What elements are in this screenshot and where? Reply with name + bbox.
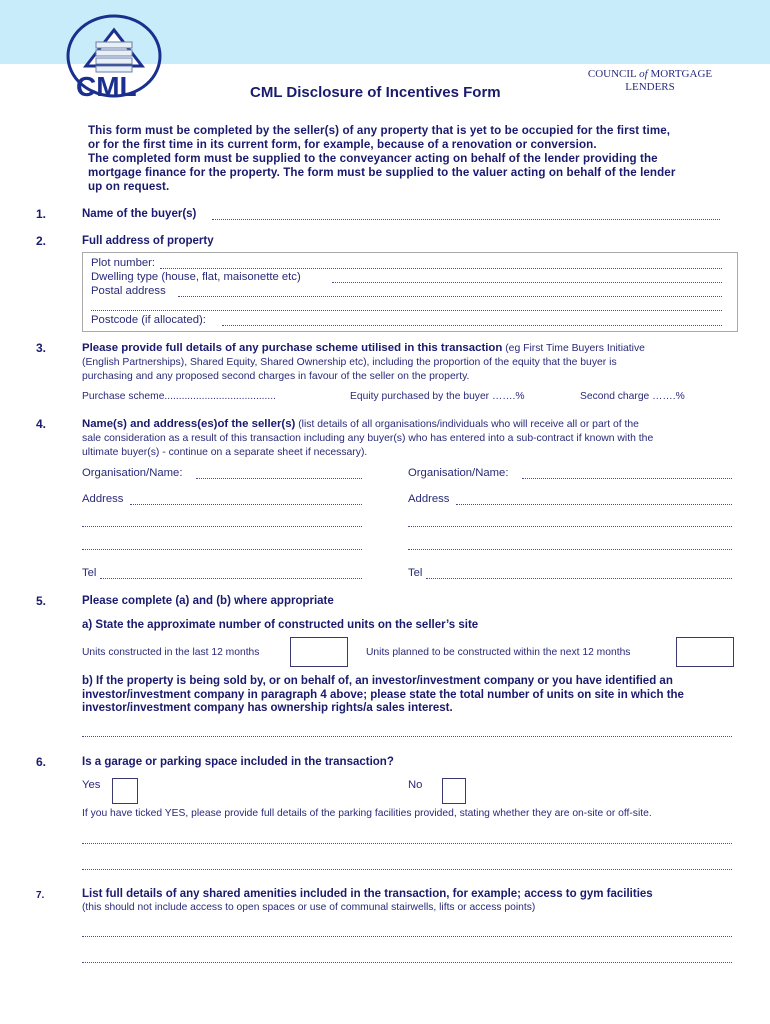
council-of-mortgage-lenders <box>560 68 740 94</box>
plot-number-label: Plot number: <box>91 257 156 269</box>
intro-text <box>88 124 738 194</box>
q3-text-line: (eg First Time Buyers Initiative <box>502 343 645 354</box>
q5-label: Please complete (a) and (b) where appropriate <box>82 595 334 607</box>
seller1-tel-label: Tel <box>82 567 97 579</box>
q4-text-line: ultimate buyer(s) - continue on a separate sheet if necessary). <box>82 447 368 458</box>
seller1-tel-field[interactable] <box>100 578 362 579</box>
seller2-address-label: Address <box>408 493 450 505</box>
q7-number: 7. <box>36 890 45 901</box>
q2-label: Full address of property <box>82 235 214 247</box>
intro-line: The completed form must be supplied to the conveyancer acting on behalf of the lender providing the <box>88 152 658 165</box>
units-last-12-label: Units constructed in the last 12 months <box>82 647 260 658</box>
seller2-tel-field[interactable] <box>426 578 732 579</box>
no-checkbox[interactable] <box>442 778 466 804</box>
q5a-label: a) State the approximate number of constructed units on the seller’s site <box>82 619 479 631</box>
q5-number: 5. <box>36 594 47 608</box>
seller1-address-label: Address <box>82 493 124 505</box>
q5b-line: b) If the property is being sold by, or on behalf of, an investor/investment company or you have identified an <box>82 675 673 687</box>
q3-label: Please provide full details of any purchase scheme utilised in this transaction <box>82 342 503 354</box>
yes-label: Yes <box>82 779 101 791</box>
seller1-address-field-3[interactable] <box>82 549 362 550</box>
seller1-org-field[interactable] <box>196 478 362 479</box>
intro-line: This form must be completed by the seller(s) of any property that is yet to be occupied for the first time, <box>88 124 671 137</box>
seller1-org-label: Organisation/Name: <box>82 467 183 479</box>
investor-units-field[interactable] <box>82 736 732 737</box>
q3-text-line: (English Partnerships), Shared Equity, Shared Ownership etc), including the proportion of the equity that the buyer is <box>82 357 617 368</box>
intro-line: mortgage finance for the property. The form must be supplied to the valuer acting on behalf of the lender <box>88 166 676 179</box>
q5b-text <box>82 675 684 716</box>
seller2-address-field[interactable] <box>456 504 732 505</box>
q6-label: Is a garage or parking space included in the transaction? <box>82 756 394 768</box>
seller2-org-field[interactable] <box>522 478 732 479</box>
equity-purchased-field[interactable]: Equity purchased by the buyer …….% <box>350 391 525 402</box>
form-title: CML Disclosure of Incentives Form <box>250 84 501 101</box>
intro-line: up on request. <box>88 180 170 193</box>
intro-line: or for the first time in its current form, for example, because of a renovation or conversion. <box>88 138 597 151</box>
postal-address-field-2[interactable] <box>91 310 722 311</box>
q6-number: 6. <box>36 755 47 769</box>
logo-text: CML <box>76 71 137 102</box>
council-word: COUNCIL <box>587 68 637 80</box>
council-of-word: of <box>639 68 648 80</box>
units-next-12-box[interactable] <box>676 637 734 667</box>
q7-note: (this should not include access to open spaces or use of communal stairwells, lifts or access points) <box>82 902 536 913</box>
seller2-org-label: Organisation/Name: <box>408 467 509 479</box>
amenities-field-2[interactable] <box>82 962 732 963</box>
seller1-address-field[interactable] <box>130 504 362 505</box>
q5b-line: investor/investment company in paragraph 4 above; please state the total number of units on site in which the <box>82 688 684 701</box>
q3-number: 3. <box>36 341 47 355</box>
q3-text-line: purchasing and any proposed second charges in favour of the seller on the property. <box>82 371 470 382</box>
plot-number-field[interactable] <box>160 268 722 269</box>
q1-label: Name of the buyer(s) <box>82 208 197 220</box>
purchase-scheme-field[interactable]: Purchase scheme....................................... <box>82 391 276 402</box>
postcode-field[interactable] <box>222 325 722 326</box>
q4-label: Name(s) and address(es)of the seller(s) <box>82 418 296 430</box>
cml-logo <box>62 8 172 104</box>
parking-details-field[interactable] <box>82 843 732 844</box>
q7-label: List full details of any shared amenities included in the transaction, for example; access to gym facilities <box>82 888 653 900</box>
seller2-address-field-3[interactable] <box>408 549 732 550</box>
q4-number: 4. <box>36 417 47 431</box>
seller2-address-field-2[interactable] <box>408 526 732 527</box>
no-label: No <box>408 779 423 791</box>
q3-text <box>82 341 732 384</box>
q4-text-line: sale consideration as a result of this transaction including any buyer(s) who has entered into a sub-contract if known with the <box>82 433 654 444</box>
parking-details-field-2[interactable] <box>82 869 732 870</box>
seller2-tel-label: Tel <box>408 567 423 579</box>
yes-checkbox[interactable] <box>112 778 138 804</box>
postcode-label: Postcode (if allocated): <box>91 314 206 326</box>
units-last-12-box[interactable] <box>290 637 348 667</box>
postal-address-label: Postal address <box>91 285 166 297</box>
q2-number: 2. <box>36 234 47 248</box>
dwelling-type-label: Dwelling type (house, flat, maisonette etc) <box>91 271 301 283</box>
council-mortgage-word: MORTGAGE <box>650 68 713 80</box>
buyer-name-field[interactable] <box>212 219 720 220</box>
seller1-address-field-2[interactable] <box>82 526 362 527</box>
postal-address-field[interactable] <box>178 296 722 297</box>
q4-text-line: (list details of all organisations/individuals who will receive all or part of the <box>295 419 639 430</box>
parking-note: If you have ticked YES, please provide full details of the parking facilities provided, stating whether they are on-site or off-site. <box>82 808 652 819</box>
council-lenders-word: LENDERS <box>625 81 675 93</box>
second-charge-field[interactable]: Second charge …….% <box>580 391 685 402</box>
q1-number: 1. <box>36 207 47 221</box>
units-next-12-label: Units planned to be constructed within the next 12 months <box>366 647 631 658</box>
dwelling-type-field[interactable] <box>332 282 722 283</box>
q4-text <box>82 417 732 460</box>
q5b-line: investor/investment company has ownership rights/a sales interest. <box>82 702 453 714</box>
amenities-field[interactable] <box>82 936 732 937</box>
